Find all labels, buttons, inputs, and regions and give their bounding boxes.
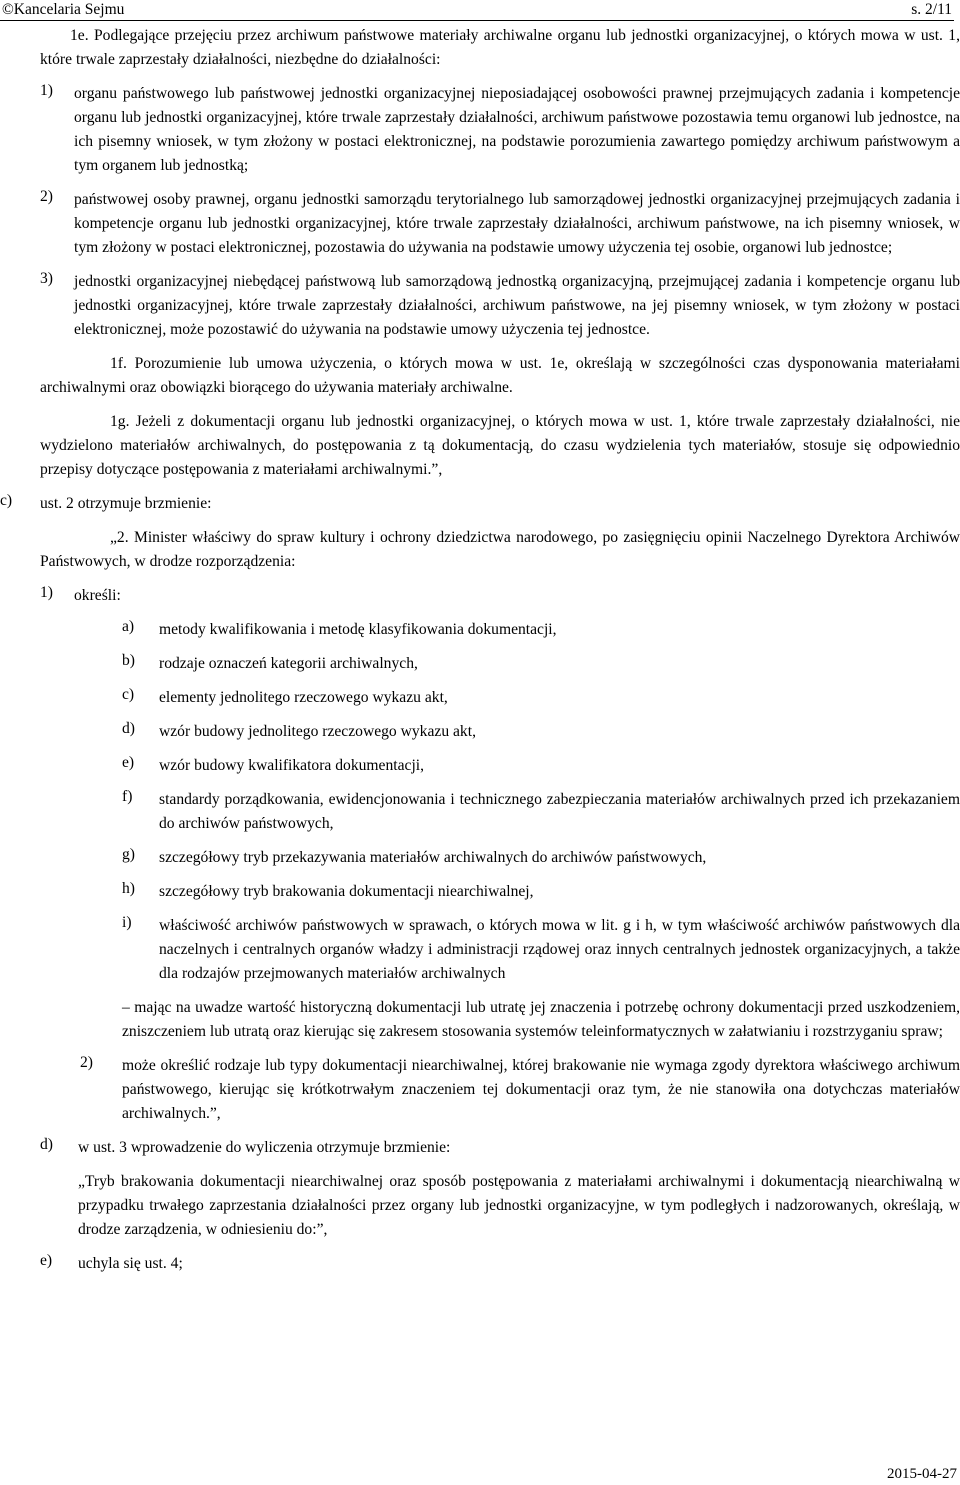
list-item-1e-3 bbox=[40, 270, 960, 342]
sub-item-c bbox=[122, 686, 960, 710]
sub-item-a bbox=[122, 618, 960, 642]
item-text: właściwość archiwów państwowych w sprawach, o których mowa w lit. g i h, w tym właściwość archiwów państwowych dla naczelnych i centralnych organów władzy i administracji rządowej oraz innych centralnych jednostek organizacyjnych, a także dla rodzajów przejmowanych materiałów archiwalnych bbox=[159, 917, 960, 982]
item-letter: d) bbox=[40, 1136, 53, 1153]
paragraph-1e: 1e. Podlegające przejęciu przez archiwum państwowe materiały archiwalne organu lub jednostki organizacyjnej, o których mowa w ust. 1, które trwale zaprzestały działalności, niezbędne do działalności: bbox=[40, 27, 960, 68]
sub-item-i bbox=[122, 914, 960, 986]
sub-item-g bbox=[122, 846, 960, 870]
item-text: szczegółowy tryb brakowania dokumentacji niearchiwalnej, bbox=[159, 883, 534, 900]
list-item-1e-2 bbox=[40, 188, 960, 260]
item-number: 2) bbox=[40, 188, 53, 205]
header-divider bbox=[0, 20, 954, 21]
sub-item-d bbox=[122, 720, 960, 744]
item-letter: c) bbox=[0, 492, 13, 509]
item-text: elementy jednolitego rzeczowego wykazu akt, bbox=[159, 689, 448, 706]
header-source: ©Kancelaria Sejmu bbox=[2, 1, 125, 18]
header-page-number: s. 2/11 bbox=[911, 1, 952, 18]
item-letter: a) bbox=[122, 618, 135, 635]
item-number: 1) bbox=[40, 584, 53, 601]
item-text: standardy porządkowania, ewidencjonowania i technicznego zabezpieczania materiałów archiwalnych przed ich przekazaniem do archiwów państwowych, bbox=[159, 791, 960, 832]
footer-date: 2015-04-27 bbox=[887, 1466, 957, 1482]
item-letter: b) bbox=[122, 652, 135, 669]
list-item-2-2 bbox=[80, 1054, 960, 1126]
item-text: rodzaje oznaczeń kategorii archiwalnych, bbox=[159, 655, 418, 672]
sub-item-h bbox=[122, 880, 960, 904]
paragraph-1f: 1f. Porozumienie lub umowa użyczenia, o których mowa w ust. 1e, określają w szczególności czas dysponowania materiałami archiwalnymi oraz obowiązki biorącego do używania materiały archiwalne. bbox=[40, 355, 960, 396]
item-letter: g) bbox=[122, 846, 135, 863]
item-letter: i) bbox=[122, 914, 132, 931]
document-body bbox=[0, 24, 960, 1276]
list-item-1e-1 bbox=[40, 82, 960, 178]
item-number: 1) bbox=[40, 82, 53, 99]
item-text: wzór budowy kwalifikatora dokumentacji, bbox=[159, 757, 425, 774]
item-letter: c) bbox=[122, 686, 135, 703]
item-text: wzór budowy jednolitego rzeczowego wykazu akt, bbox=[159, 723, 476, 740]
item-1-closing-clause: – mając na uwadze wartość historyczną dokumentacji lub utratę jej znaczenia i potrzebę ochrony dokumentacji przed uszkodzeniem, zniszczeniem lub utratą oraz kierując się zakresem stosowania systemów teleinformatycznych w załatwianiu i rozstrzyganiu spraw; bbox=[122, 999, 960, 1040]
paragraph-3-quote: „Tryb brakowania dokumentacji niearchiwalnej oraz sposób postępowania z materiałami archiwalnymi i dokumentacją niearchiwalną w przypadku trwałego zaprzestania działalności przez organy lub jednostki organizacyjne, w tym podległych i nadzorowanych, określają, w drodze zarządzenia, w odniesieniu do:”, bbox=[78, 1173, 960, 1238]
item-text: w ust. 3 wprowadzenie do wyliczenia otrzymuje brzmienie: bbox=[78, 1139, 451, 1156]
item-letter: d) bbox=[122, 720, 135, 737]
paragraph-1g: 1g. Jeżeli z dokumentacji organu lub jednostki organizacyjnej, o których mowa w ust. 1, które trwale zaprzestały działalności, nie wydzielono materiałów archiwalnych, do postępowania z tą dokumentacją, do czasu wydzielenia tych materiałów, stosuje się odpowiednio przepisy dotyczące postępowania z materiałami archiwalnymi.”, bbox=[40, 413, 960, 478]
amendment-d bbox=[40, 1136, 960, 1160]
item-number: 2) bbox=[80, 1054, 93, 1071]
sub-item-b bbox=[122, 652, 960, 676]
item-letter: e) bbox=[122, 754, 135, 771]
item-letter: e) bbox=[40, 1252, 53, 1269]
sub-item-f bbox=[122, 788, 960, 836]
item-text: jednostki organizacyjnej niebędącej państwową lub samorządową jednostką organizacyjną, przejmującej zadania i kompetencje organu lub jednostki organizacyjnej, które trwale zaprzestały działalności, archiwum państwowe, na jej pisemny wniosek, w tym złożony w postaci elektronicznej, może pozostawić do używania na podstawie umowy użyczenia tej jednostce. bbox=[74, 273, 960, 338]
amendment-c bbox=[0, 492, 960, 516]
list-item-2-1 bbox=[40, 584, 960, 608]
item-letter: h) bbox=[122, 880, 135, 897]
item-number: 3) bbox=[40, 270, 53, 287]
paragraph-2-quote: „2. Minister właściwy do spraw kultury i ochrony dziedzictwa narodowego, po zasięgnięciu opinii Naczelnego Dyrektora Archiwów Państwowych, w drodze rozporządzenia: bbox=[40, 529, 960, 570]
item-text: metody kwalifikowania i metodę klasyfikowania dokumentacji, bbox=[159, 621, 557, 638]
item-text: ust. 2 otrzymuje brzmienie: bbox=[40, 495, 212, 512]
item-text: organu państwowego lub państwowej jednostki organizacyjnej nieposiadającej osobowości prawnej przejmujących zadania i kompetencje organu lub jednostki organizacyjnej, które trwale zaprzestały działalności, archiwum państwowe pozostawia temu organowi lub jednostce, na ich pisemny wniosek, w tym złożony w postaci elektronicznej, na podstawie porozumienia zawartego pomiędzy archiwum państwowym a tym organem lub jednostką; bbox=[74, 85, 960, 174]
sub-item-e bbox=[122, 754, 960, 778]
item-text: uchyla się ust. 4; bbox=[78, 1255, 183, 1272]
item-text: może określić rodzaje lub typy dokumentacji niearchiwalnej, której brakowanie nie wymaga zgody dyrektora właściwego archiwum państwowego, kierując się krótkotrwałym znaczeniem tej dokumentacji oraz tym, że nie stanowiła ona dotychczas materiałów archiwalnych.”, bbox=[122, 1057, 960, 1122]
item-text: określi: bbox=[74, 587, 121, 604]
amendment-e bbox=[40, 1252, 960, 1276]
item-letter: f) bbox=[122, 788, 133, 805]
item-text: państwowej osoby prawnej, organu jednostki samorządu terytorialnego lub samorządowej jednostki organizacyjnej przejmujących zadania i kompetencje organu lub jednostki organizacyjnej, które trwale zaprzestały działalności, archiwum państwowe, na ich pisemny wniosek, w tym złożony w postaci elektronicznej, pozostawia do używania na podstawie umowy użyczenia tej osobie, organowi lub jednostce; bbox=[74, 191, 960, 256]
item-text: szczegółowy tryb przekazywania materiałów archiwalnych do archiwów państwowych, bbox=[159, 849, 707, 866]
